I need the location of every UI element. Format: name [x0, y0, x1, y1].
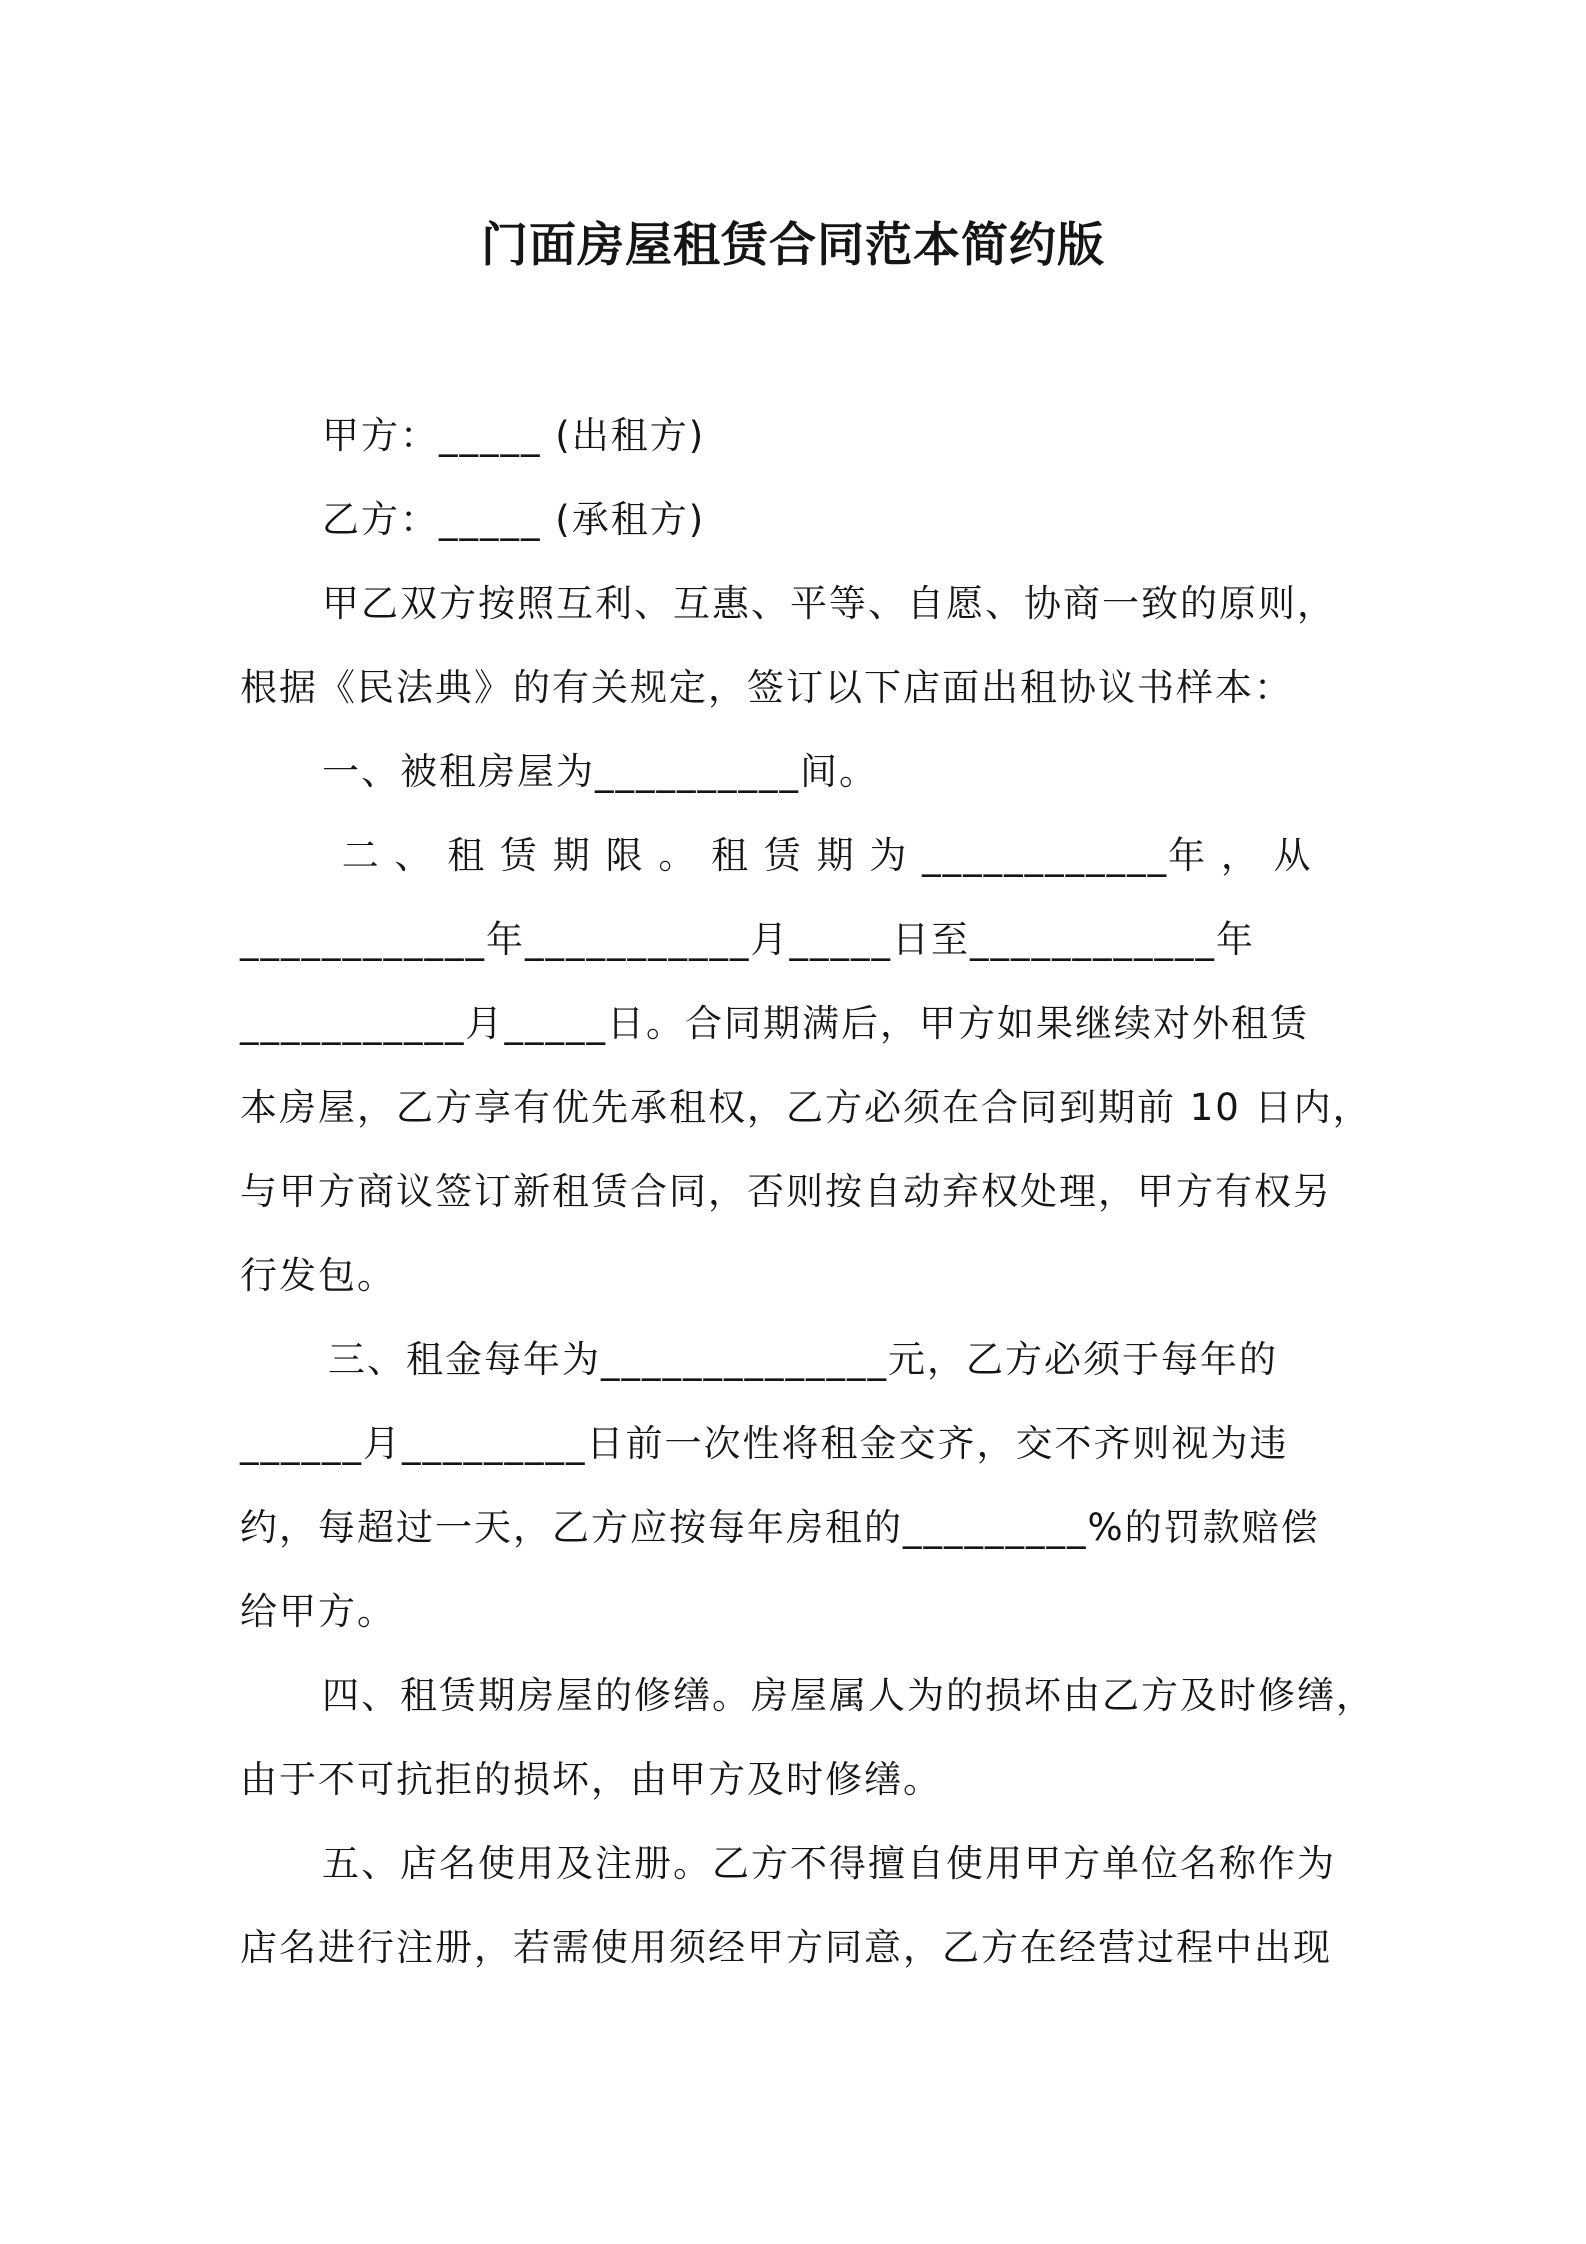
document-title: 门面房屋租赁合同范本简约版	[481, 218, 1105, 273]
party-b-line: 乙方：_____ (承租方)	[322, 498, 706, 541]
clause-2-line-6: 行发包。	[240, 1254, 396, 1297]
intro-line-2: 根据《民法典》的有关规定，签订以下店面出租协议书样本：	[240, 666, 1293, 709]
clause-2-line-3: ___________月_____日。合同期满后，甲方如果继续对外租赁	[240, 1002, 1309, 1045]
clause-5-line-1: 五、店名使用及注册。乙方不得擅自使用甲方单位名称作为	[322, 1842, 1336, 1885]
clause-3-line-4: 给甲方。	[240, 1590, 396, 1633]
party-a-line: 甲方：_____ (出租方)	[322, 414, 706, 457]
clause-1-line: 一、被租房屋为__________间。	[322, 750, 878, 793]
clause-4-line-2: 由于不可抗拒的损坏，由甲方及时修缮。	[240, 1758, 942, 1801]
clause-4-line-1: 四、租赁期房屋的修缮。房屋属人为的损坏由乙方及时修缮，	[322, 1674, 1375, 1717]
clause-3-line-2: ______月_________日前一次性将租金交齐，交不齐则视为违	[240, 1422, 1289, 1465]
clause-2-line-2: ____________年___________月_____日至____________年	[240, 918, 1255, 961]
clause-2-line-4: 本房屋，乙方享有优先承租权，乙方必须在合同到期前 10 日内，	[240, 1086, 1372, 1129]
clause-3-line-3: 约，每超过一天，乙方应按每年房租的_________%的罚款赔偿	[240, 1506, 1320, 1549]
clause-5-line-2: 店名进行注册，若需使用须经甲方同意，乙方在经营过程中出现	[240, 1926, 1332, 1969]
clause-3-line-1: 三、租金每年为______________元，乙方必须于每年的	[328, 1338, 1278, 1381]
intro-line-1: 甲乙双方按照互利、互惠、平等、自愿、协商一致的原则，	[322, 582, 1336, 625]
clause-2-line-1: 二 、 租 赁 期 限 。 租 赁 期 为 ____________年 ， 从	[328, 834, 1313, 877]
clause-2-line-5: 与甲方商议签订新租赁合同，否则按自动弃权处理，甲方有权另	[240, 1170, 1332, 1213]
